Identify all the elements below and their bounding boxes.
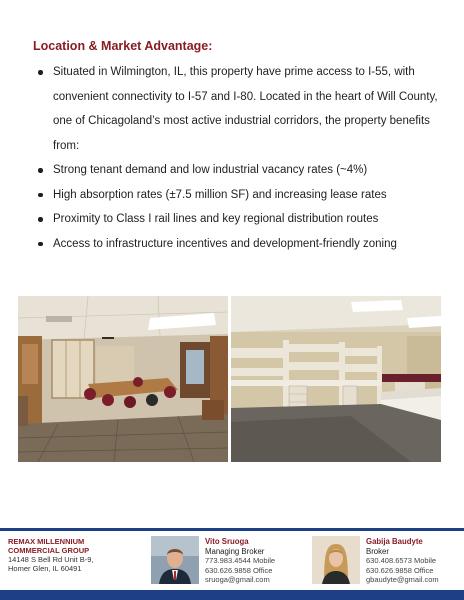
bullet-icon bbox=[38, 168, 43, 173]
bullet-icon bbox=[38, 70, 43, 75]
agent-email[interactable]: sruoga@gmail.com bbox=[205, 575, 270, 585]
agent-email[interactable]: gbaudyte@gmail.com bbox=[366, 575, 439, 585]
agent-mobile: 630.408.6573 Mobile bbox=[366, 556, 437, 566]
bullet-item bbox=[38, 183, 438, 208]
agent-office: 630.626.9858 Office bbox=[366, 565, 434, 575]
bullet-icon bbox=[38, 193, 43, 198]
agent-mobile: 773.983.4544 Mobile bbox=[205, 556, 276, 566]
office-desks-photo bbox=[231, 296, 441, 462]
bullet-item bbox=[38, 158, 438, 183]
agent-name: Gabija Baudyte bbox=[366, 537, 423, 546]
brokerage-name: REMAX MILLENNIUM bbox=[8, 537, 85, 546]
agent-card bbox=[366, 537, 439, 585]
agent-headshot bbox=[312, 536, 360, 584]
bullet-icon bbox=[38, 217, 43, 222]
brokerage-info bbox=[8, 537, 93, 573]
section-title: Location & Market Advantage: bbox=[33, 39, 213, 53]
bullet-text: High absorption rates (±7.5 million SF) and increasing lease rates bbox=[53, 188, 387, 201]
conference-room-photo bbox=[18, 296, 228, 462]
footer-divider bbox=[0, 528, 464, 531]
agent-office: 630.626.9858 Office bbox=[205, 565, 273, 575]
agent-title: Managing Broker bbox=[205, 546, 265, 556]
agent-name: Vito Sruoga bbox=[205, 537, 249, 546]
bullet-item bbox=[38, 232, 438, 257]
bullet-text: Situated in Wilmington, IL, this property have prime access to I-55, with convenient connectivity to I-57 and I-80. Located in the heart of Will County, one of Chicagoland’s most active industrial corridors, the property benefits from: bbox=[53, 66, 438, 152]
agent-card bbox=[205, 537, 275, 585]
bullet-text: Access to infrastructure incentives and development-friendly zoning bbox=[53, 237, 397, 250]
footer-bar bbox=[0, 590, 464, 600]
brokerage-address: Homer Glen, IL 60491 bbox=[8, 564, 82, 573]
bullet-item bbox=[38, 207, 438, 232]
bullet-text: Strong tenant demand and low industrial vacancy rates (~4%) bbox=[53, 164, 368, 176]
bullet-item bbox=[38, 60, 438, 158]
bullet-icon bbox=[38, 242, 43, 247]
bullet-text: Proximity to Class I rail lines and key regional distribution routes bbox=[53, 213, 379, 225]
brokerage-address: 14148 S Bell Rd Unit B-9, bbox=[8, 555, 94, 564]
agent-headshot bbox=[151, 536, 199, 584]
bullet-list bbox=[38, 60, 438, 256]
brokerage-name: COMMERCIAL GROUP bbox=[8, 546, 90, 555]
agent-title: Broker bbox=[366, 546, 389, 556]
